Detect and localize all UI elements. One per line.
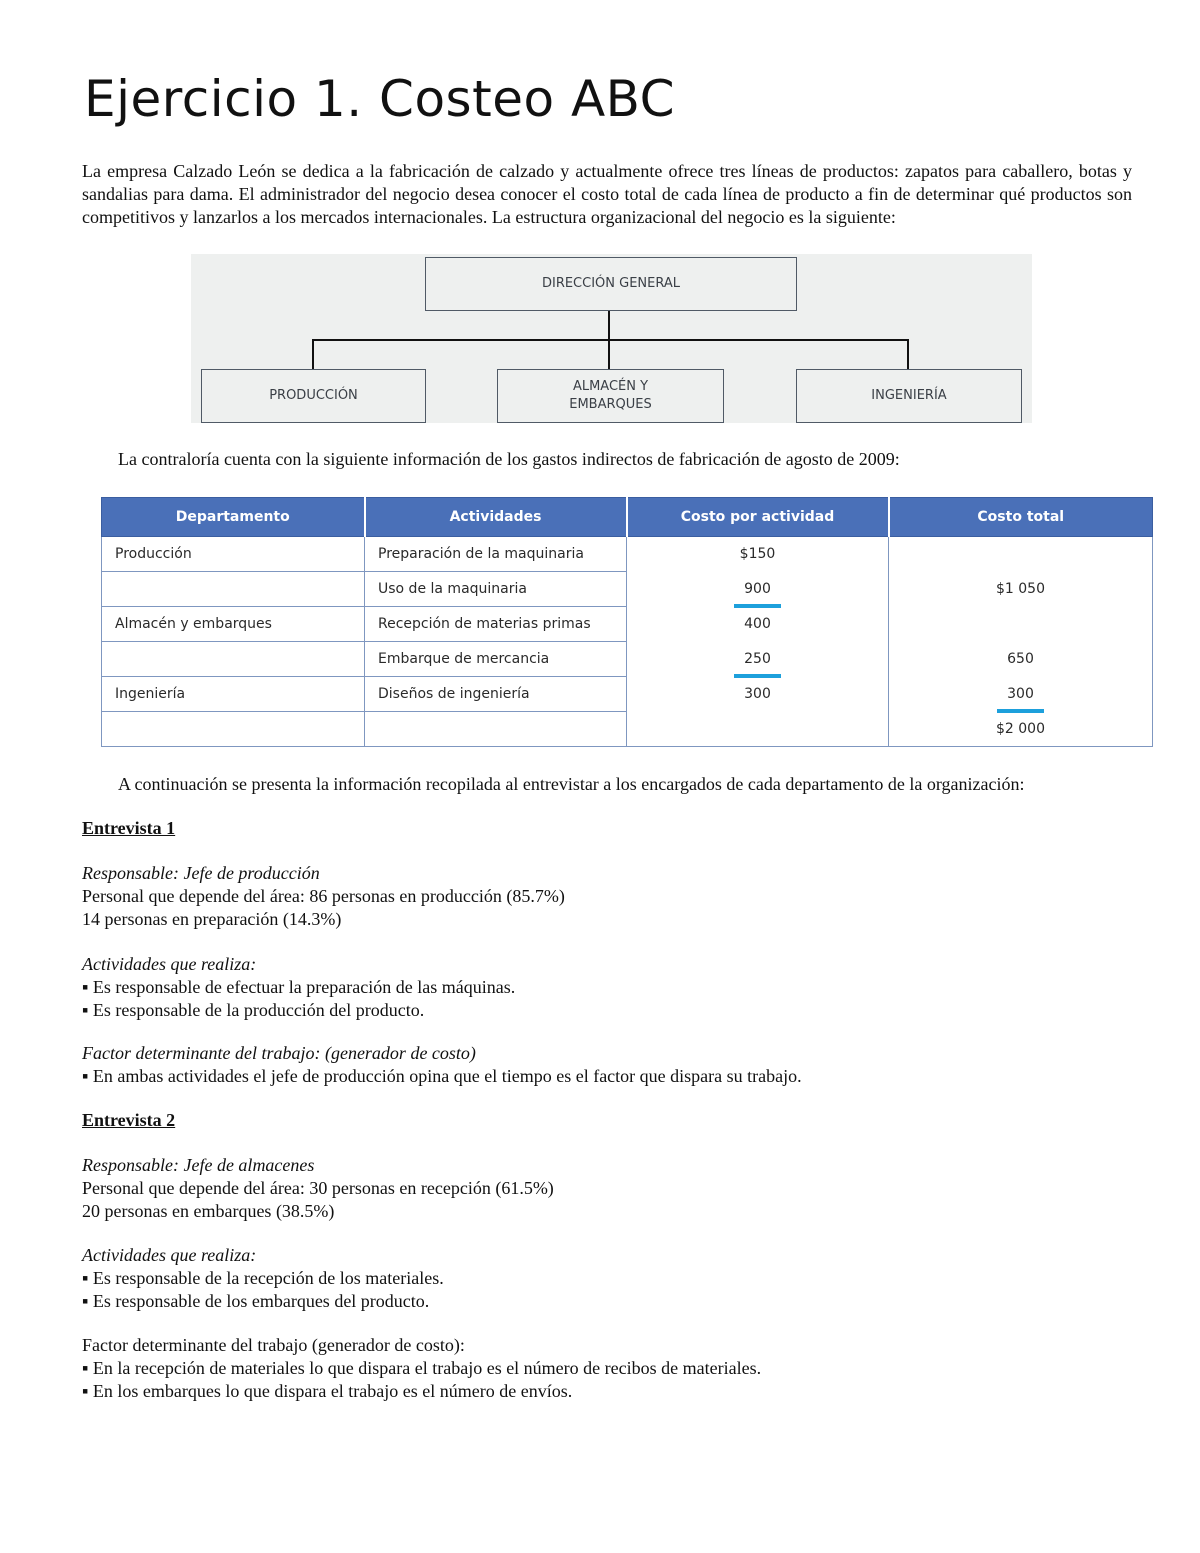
underlined-value: 300	[1007, 686, 1034, 702]
table-row	[102, 607, 1153, 642]
table-row	[102, 712, 1153, 747]
table-cell-costo-actividad	[627, 642, 889, 677]
table-cell-costo-actividad: 300	[627, 677, 889, 712]
contraloria-paragraph: La contraloría cuenta con la siguiente información de los gastos indirectos de fabricación de agosto de 2009:	[118, 449, 900, 469]
entrevista-2-factor-2: ▪ En los embarques lo que dispara el trabajo es el número de envíos.	[82, 1381, 573, 1401]
entrevista-1-responsable: Responsable: Jefe de producción	[82, 863, 320, 883]
table-header-cell: Departamento	[102, 498, 365, 537]
entrevista-1-heading: Entrevista 1	[82, 818, 176, 838]
table-cell-costo-total	[889, 607, 1153, 642]
table-cell-actividad: Embarque de mercancia	[365, 642, 627, 677]
table-cell-actividad: Uso de la maquinaria	[365, 572, 627, 607]
entrevista-1-personal-1: Personal que depende del área: 86 personas en producción (85.7%)	[82, 886, 565, 906]
table-header-cell: Costo por actividad	[627, 498, 889, 537]
org-box-almacen-embarques: ALMACÉN Y EMBARQUES	[497, 369, 724, 423]
org-chart	[191, 254, 1032, 423]
table-row	[102, 537, 1153, 572]
table-cell-departamento	[102, 642, 365, 677]
table-cell-costo-total	[889, 677, 1153, 712]
org-box-direccion-general: DIRECCIÓN GENERAL	[425, 257, 797, 311]
table-cell-costo-total: $2 000	[889, 712, 1153, 747]
table-row	[102, 572, 1153, 607]
entrevista-1-factor-label: Factor determinante del trabajo: (generador de costo)	[82, 1043, 476, 1063]
table-row	[102, 642, 1153, 677]
table-cell-departamento: Producción	[102, 537, 365, 572]
table-cell-actividad	[365, 712, 627, 747]
table-header-cell: Actividades	[365, 498, 627, 537]
table-cell-departamento	[102, 572, 365, 607]
entrevista-2-factor-label: Factor determinante del trabajo (generador de costo):	[82, 1335, 465, 1355]
table-cell-costo-total: $1 050	[889, 572, 1153, 607]
entrevista-1-actividad-1: ▪ Es responsable de efectuar la preparación de las máquinas.	[82, 977, 516, 997]
cost-table	[101, 497, 1153, 747]
table-cell-costo-actividad: 400	[627, 607, 889, 642]
entrevista-1-personal-2: 14 personas en preparación (14.3%)	[82, 909, 342, 929]
table-row	[102, 677, 1153, 712]
table-cell-costo-total	[889, 537, 1153, 572]
table-cell-costo-actividad	[627, 572, 889, 607]
underlined-value: 250	[744, 651, 771, 667]
underlined-value: 900	[744, 581, 771, 597]
entrevista-1-actividades-label: Actividades que realiza:	[82, 954, 257, 974]
table-header-row	[102, 498, 1153, 537]
org-box-ingenieria: INGENIERÍA	[796, 369, 1022, 423]
entrevista-2-personal-1: Personal que depende del área: 30 personas en recepción (61.5%)	[82, 1178, 554, 1198]
entrevista-2-factor-1: ▪ En la recepción de materiales lo que dispara el trabajo es el número de recibos de materiales.	[82, 1358, 762, 1378]
entrevista-2-actividad-1: ▪ Es responsable de la recepción de los materiales.	[82, 1268, 444, 1288]
entrevista-2-actividades-label: Actividades que realiza:	[82, 1245, 257, 1265]
entrevista-2-responsable: Responsable: Jefe de almacenes	[82, 1155, 315, 1175]
entrevista-2-actividad-2: ▪ Es responsable de los embarques del producto.	[82, 1291, 430, 1311]
table-cell-actividad: Diseños de ingeniería	[365, 677, 627, 712]
entrevista-1-actividad-2: ▪ Es responsable de la producción del producto.	[82, 1000, 425, 1020]
table-cell-costo-total: 650	[889, 642, 1153, 677]
table-cell-actividad: Preparación de la maquinaria	[365, 537, 627, 572]
entrevista-1-factor-1: ▪ En ambas actividades el jefe de producción opina que el tiempo es el factor que dispara su trabajo.	[82, 1066, 802, 1086]
table-cell-costo-actividad	[627, 712, 889, 747]
entrevista-2-personal-2: 20 personas en embarques (38.5%)	[82, 1201, 335, 1221]
entrevista-2-heading: Entrevista 2	[82, 1110, 176, 1130]
page-title: Ejercicio 1. Costeo ABC	[84, 70, 675, 128]
table-cell-departamento: Almacén y embarques	[102, 607, 365, 642]
table-cell-departamento: Ingeniería	[102, 677, 365, 712]
org-box-produccion: PRODUCCIÓN	[201, 369, 426, 423]
table-cell-departamento	[102, 712, 365, 747]
table-cell-costo-actividad: $150	[627, 537, 889, 572]
continuacion-paragraph: A continuación se presenta la información recopilada al entrevistar a los encargados de cada departamento de la organización:	[118, 774, 1025, 794]
table-cell-actividad: Recepción de materias primas	[365, 607, 627, 642]
table-header-cell: Costo total	[889, 498, 1153, 537]
intro-paragraph: La empresa Calzado León se dedica a la fabricación de calzado y actualmente ofrece tres líneas de productos: zapatos para caballero, botas y sandalias para dama. El administrador del negocio desea conocer el costo total de cada línea de producto a fin de determinar qué productos son competitivos y lanzarlos a los mercados internacionales. La estructura organizacional del negocio es la siguiente:	[82, 161, 1132, 227]
